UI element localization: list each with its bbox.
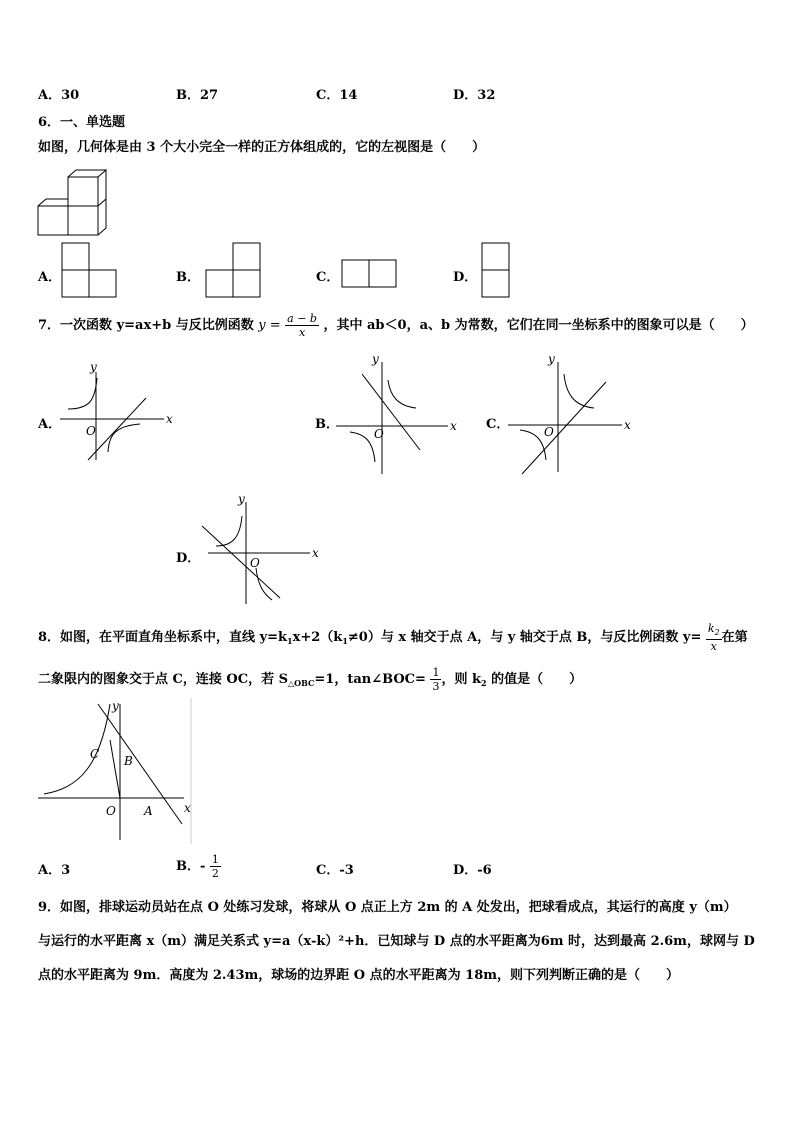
q7a-x-label: x <box>166 412 173 426</box>
q6-stem: 如图，几何体是由 3 个大小完全一样的正方体组成的，它的左视图是（ ） <box>38 140 486 155</box>
q6-option-a-figure <box>62 243 118 299</box>
q7-option-b-graph <box>336 350 464 480</box>
q6-solid-figure <box>38 170 110 236</box>
q6-label-a: A． <box>38 270 62 285</box>
q5-option-d: D．32 <box>453 88 496 103</box>
q8-line2-mid: =1，tan∠BOC= <box>314 672 426 687</box>
q6-label-c: C． <box>316 270 340 285</box>
q7-label-d: D． <box>176 551 201 566</box>
q6-option-d-figure <box>482 243 512 299</box>
q6-label-d: D． <box>453 270 478 285</box>
q8-k2-numerator-sub: 2 <box>714 628 720 637</box>
q5-option-c: C．14 <box>316 88 358 103</box>
q5-option-b: B．27 <box>176 88 219 103</box>
q7d-x-label: x <box>312 546 319 560</box>
q9-stem-line2: 与运行的水平距离 x（m）满足关系式 y=a（x-k）²+h．已知球与 D 点的水平距离为6m 时，达到最高 2.6m，球网与 D <box>38 934 755 949</box>
q9-stem-line1: 9．如图，排球运动员站在点 O 处练习发球，将球从 O 点正上方 2m 的 A 处发出，把球看成点，其运行的高度 y（m） <box>38 900 737 915</box>
q7a-origin-label: O <box>86 424 96 438</box>
q6-option-b-figure <box>206 243 262 299</box>
q7-stem-suffix: ，其中 ab＜0，a、b 为常数，它们在同一坐标系中的图象可以是（ ） <box>323 318 754 333</box>
q8-stem-line1 <box>38 622 748 654</box>
q8-k2-fraction <box>706 622 722 653</box>
q7c-x-label: x <box>624 418 631 432</box>
q8-line1-suffix: 在第 <box>721 630 748 645</box>
q8-line2-mid2: ，则 k <box>441 672 481 687</box>
q8-option-b-fraction <box>210 853 221 880</box>
q8-tan-numerator: 1 <box>432 666 440 679</box>
q6-option-c-figure <box>342 260 398 290</box>
q7c-y-label: y <box>548 352 555 366</box>
q5-option-a: A．30 <box>38 88 80 103</box>
q6-label-b: B． <box>176 270 200 285</box>
q8-option-b <box>176 848 221 886</box>
q8-line1-sub2: 1 <box>342 636 348 646</box>
q7-fraction <box>285 312 319 339</box>
q7b-origin-label: O <box>374 427 384 441</box>
q8-line2-suffix: 的值是（ ） <box>486 672 583 687</box>
q7-option-a-graph <box>60 360 180 460</box>
q8-x-label: x <box>184 801 191 815</box>
q7b-y-label: y <box>372 352 379 366</box>
q7c-origin-label: O <box>544 425 554 439</box>
q7d-origin-label: O <box>250 556 260 570</box>
q8-line1-mid2: ≠0）与 x 轴交于点 A，与 y 轴交于点 B，与反比例函数 y= <box>347 630 702 645</box>
q8-tan-fraction <box>430 666 441 693</box>
q8-line2-sub: △OBC <box>287 678 315 688</box>
q8-option-b-numerator: 1 <box>211 853 219 866</box>
q8-option-c: C．-3 <box>316 863 354 878</box>
q8-option-d: D．-6 <box>453 863 492 878</box>
q7-label-c: C． <box>486 417 510 432</box>
q8-stem-line2 <box>38 663 582 697</box>
q8-point-b-label: B <box>124 754 133 768</box>
q8-point-a-label: A <box>144 804 153 818</box>
q7a-y-label: y <box>90 360 97 374</box>
q8-k2-numerator: k <box>707 622 715 635</box>
q7d-y-label: y <box>238 492 245 506</box>
q7-fraction-denominator: x <box>298 326 306 339</box>
q7-label-a: A． <box>38 417 62 432</box>
q7-option-c-graph <box>508 350 636 480</box>
q7-fraction-lhs: y = <box>258 318 281 333</box>
q8-point-o-label: O <box>106 804 116 818</box>
q7-stem <box>38 310 754 342</box>
q9-stem-line3: 点的水平距离为 9m．高度为 2.43m，球场的边界距 O 点的水平距离为 18m，则下列判断正确的是（ ） <box>38 968 680 983</box>
q8-tan-denominator: 3 <box>432 680 440 693</box>
q8-point-c-label: C <box>90 747 100 761</box>
q7-stem-prefix: 7．一次函数 y=ax+b 与反比例函数 <box>38 318 254 333</box>
q7-option-d-graph <box>198 494 328 606</box>
q8-line2-prefix: 二象限内的图象交于点 C，连接 OC，若 S <box>38 672 288 687</box>
q8-line2-sub2: 2 <box>480 678 487 688</box>
q8-y-label: y <box>112 699 119 713</box>
q8-k2-denominator: x <box>710 640 717 653</box>
q8-option-a: A．3 <box>38 863 71 878</box>
q7b-x-label: x <box>450 419 457 433</box>
q8-option-b-denominator: 2 <box>211 867 219 880</box>
q8-line1-prefix: 8．如图，在平面直角坐标系中，直线 y=k <box>38 630 288 645</box>
q6-header: 6．一、单选题 <box>38 115 126 130</box>
q8-figure <box>38 698 198 844</box>
q8-line1-sub1: 1 <box>287 636 293 646</box>
q7-label-b: B． <box>315 417 339 432</box>
q8-option-b-text: B．- <box>176 859 206 874</box>
q7-fraction-numerator: a − b <box>287 312 317 325</box>
q8-line1-mid: x+2（k <box>292 630 343 645</box>
